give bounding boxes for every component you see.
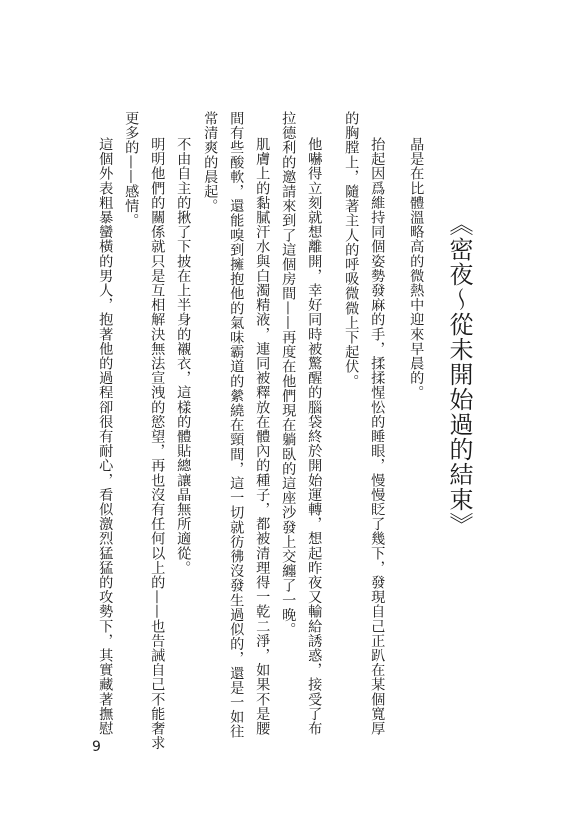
paragraph-line: 晶是在比體溫略高的微熱中迎來早晨的。 [408, 137, 425, 400]
page-number: 9 [92, 739, 101, 755]
paragraph-line: 明明他們的關係就只是互相解決無法宣洩的慾望，再也沒有任何以上的——也告誡自己不能奢求 [149, 137, 166, 751]
paragraph-line: 抬起因爲維持同個姿勢發麻的手，揉揉惺忪的睡眼，慢慢眨了幾下，發現自己正趴在某個寬厚 [369, 137, 386, 736]
paragraph-line: 間有些酸軟，還能嗅到擁抱他的氣味霸道的縈繞在頸間，這一切就彷彿沒發生過似的，還是一如往 [228, 111, 245, 739]
paragraph-line: 的胸膛上，隨著主人的呼吸微微上下起伏。 [343, 111, 360, 389]
paragraph-line: 常清爽的晨起。 [202, 111, 219, 214]
chapter-title: 《密夜～從未開始過的結束》 [445, 212, 473, 537]
paragraph-line: 他嚇得立刻就想離開，幸好同時被驚醒的腦袋終於開始運轉，想起昨夜又輸給誘惑，接受了布 [306, 137, 323, 736]
paragraph-line: 更多的——感情。 [123, 111, 140, 228]
paragraph-line: 拉德利的邀請來到了這個房間——再度在他們現在躺臥的這座沙發上交纏了一晚。 [280, 111, 297, 637]
paragraph-line: 不由自主的揪了下披在上半身的襯衣，這樣的體貼總讓晶無所適從。 [175, 137, 192, 575]
paragraph-line: 這個外表粗暴蠻橫的男人，抱著他的過程卻很有耐心，看似激烈猛猛的攻勢下，其實藏著撫慰 [97, 137, 114, 736]
paragraph-line: 肌膚上的黏膩汗水與白濁精液，連同被釋放在體內的種子，都被清理得一乾二淨，如果不是腰 [254, 137, 271, 736]
